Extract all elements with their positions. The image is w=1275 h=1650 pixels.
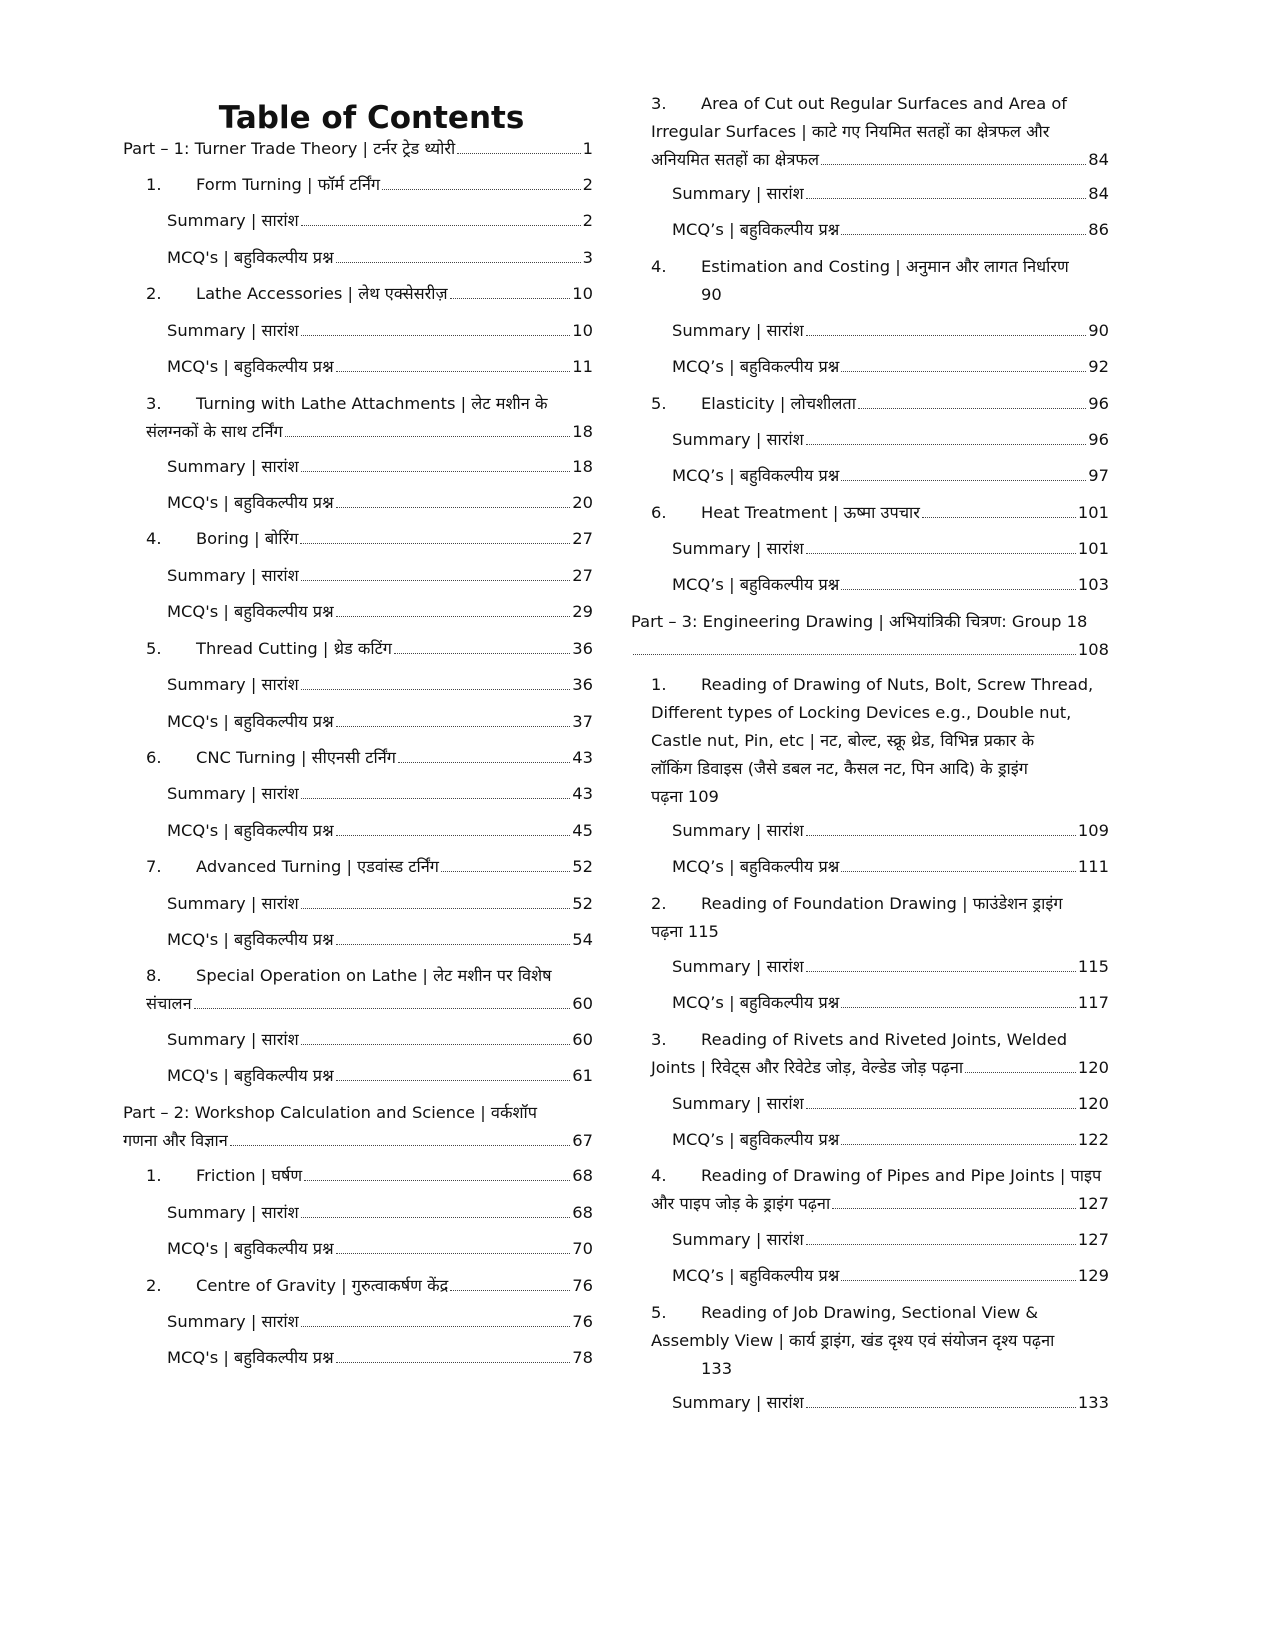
toc-summary[interactable]: Summary | सारांश 127 bbox=[672, 1230, 1109, 1249]
toc-part-2[interactable]: Part – 2: Workshop Calculation and Science | वर्कशॉप गणना और विज्ञान 67 bbox=[123, 1103, 593, 1150]
toc-summary[interactable]: Summary | सारांश 120 bbox=[672, 1094, 1109, 1113]
toc-summary[interactable]: Summary | सारांश 2 bbox=[167, 211, 593, 230]
toc-mcq[interactable]: MCQ’s | बहुविकल्पीय प्रश्न 92 bbox=[672, 357, 1109, 376]
toc-summary[interactable]: Summary | सारांश 43 bbox=[167, 784, 593, 803]
toc-chapter[interactable]: 3. Reading of Rivets and Riveted Joints, Welded Joints | रिवेट्स और रिवेटेड जोड़, वेल्डेड जोड़ पढ़ना 120 bbox=[651, 1030, 1109, 1077]
toc-chapter[interactable]: 5. Reading of Job Drawing, Sectional View & Assembly View | कार्य ड्राइंग, खंड दृश्य एवं संयोजन दृश्य पढ़ना 133 bbox=[651, 1303, 1055, 1378]
toc-summary[interactable]: Summary | सारांश 115 bbox=[672, 957, 1109, 976]
toc-chapter[interactable]: 2. Lathe Accessories | लेथ एक्सेसरीज़ 10 bbox=[146, 284, 593, 303]
toc-mcq[interactable]: MCQ’s | बहुविकल्पीय प्रश्न 129 bbox=[672, 1266, 1109, 1285]
toc-chapter[interactable]: 2. Reading of Foundation Drawing | फाउंडेशन ड्राइंग पढ़ना 115 bbox=[651, 894, 1063, 941]
toc-chapter[interactable]: 4. Boring | बोरिंग 27 bbox=[146, 529, 593, 548]
toc-chapter[interactable]: 5. Thread Cutting | थ्रेड कटिंग 36 bbox=[146, 639, 593, 658]
toc-summary[interactable]: Summary | सारांश 76 bbox=[167, 1312, 593, 1331]
toc-mcq[interactable]: MCQ's | बहुविकल्पीय प्रश्न 11 bbox=[167, 357, 593, 376]
toc-summary[interactable]: Summary | सारांश 68 bbox=[167, 1203, 593, 1222]
toc-summary[interactable]: Summary | सारांश 101 bbox=[672, 539, 1109, 558]
toc-summary[interactable]: Summary | सारांश 27 bbox=[167, 566, 593, 585]
toc-part-3[interactable]: Part – 3: Engineering Drawing | अभियांत्रिकी चित्रण: Group 18 108 bbox=[631, 612, 1109, 659]
toc-mcq[interactable]: MCQ's | बहुविकल्पीय प्रश्न 29 bbox=[167, 602, 593, 621]
toc-chapter[interactable]: 1. Friction | घर्षण 68 bbox=[146, 1166, 593, 1185]
toc-chapter[interactable]: 4. Estimation and Costing | अनुमान और लागत निर्धारण 90 bbox=[651, 257, 1069, 304]
toc-mcq[interactable]: MCQ's | बहुविकल्पीय प्रश्न 70 bbox=[167, 1239, 593, 1258]
toc-chapter[interactable]: 1. Reading of Drawing of Nuts, Bolt, Screw Thread, Different types of Locking Devices e.g., Double nut, Castle nut, Pin, etc | नट, बोल्ट, स्क्रू थ्रेड, विभिन्न प्रकार के लॉकिंग डिवाइस (जैसे डबल नट, कैसल नट, पिन आदि) के ड्राइंग पढ़ना 109 bbox=[651, 675, 1094, 806]
toc-mcq[interactable]: MCQ’s | बहुविकल्पीय प्रश्न 97 bbox=[672, 466, 1109, 485]
toc-mcq[interactable]: MCQ's | बहुविकल्पीय प्रश्न 78 bbox=[167, 1348, 593, 1367]
toc-mcq[interactable]: MCQ's | बहुविकल्पीय प्रश्न 20 bbox=[167, 493, 593, 512]
toc-chapter[interactable]: 6. CNC Turning | सीएनसी टर्निंग 43 bbox=[146, 748, 593, 767]
toc-summary[interactable]: Summary | सारांश 90 bbox=[672, 321, 1109, 340]
toc-mcq[interactable]: MCQ's | बहुविकल्पीय प्रश्न 3 bbox=[167, 248, 593, 267]
toc-summary[interactable]: Summary | सारांश 133 bbox=[672, 1393, 1109, 1412]
toc-summary[interactable]: Summary | सारांश 109 bbox=[672, 821, 1109, 840]
toc-chapter[interactable]: 7. Advanced Turning | एडवांस्ड टर्निंग 52 bbox=[146, 857, 593, 876]
toc-mcq[interactable]: MCQ's | बहुविकल्पीय प्रश्न 61 bbox=[167, 1066, 593, 1085]
toc-mcq[interactable]: MCQ's | बहुविकल्पीय प्रश्न 37 bbox=[167, 712, 593, 731]
toc-chapter[interactable]: 5. Elasticity | लोचशीलता 96 bbox=[651, 394, 1109, 413]
toc-summary[interactable]: Summary | सारांश 60 bbox=[167, 1030, 593, 1049]
toc-summary[interactable]: Summary | सारांश 84 bbox=[672, 184, 1109, 203]
toc-summary[interactable]: Summary | सारांश 18 bbox=[167, 457, 593, 476]
toc-mcq[interactable]: MCQ’s | बहुविकल्पीय प्रश्न 111 bbox=[672, 857, 1109, 876]
toc-summary[interactable]: Summary | सारांश 52 bbox=[167, 894, 593, 913]
toc-mcq[interactable]: MCQ’s | बहुविकल्पीय प्रश्न 117 bbox=[672, 993, 1109, 1012]
toc-summary[interactable]: Summary | सारांश 10 bbox=[167, 321, 593, 340]
toc-chapter[interactable]: 2. Centre of Gravity | गुरुत्वाकर्षण केंद्र 76 bbox=[146, 1276, 593, 1295]
toc-summary[interactable]: Summary | सारांश 96 bbox=[672, 430, 1109, 449]
toc-chapter[interactable]: 8. Special Operation on Lathe | लेट मशीन पर विशेष संचालन 60 bbox=[146, 966, 593, 1013]
toc-part-1[interactable]: Part – 1: Turner Trade Theory | टर्नर ट्रेड थ्योरी 1 bbox=[123, 139, 593, 158]
page-title: Table of Contents bbox=[218, 100, 525, 136]
toc-chapter[interactable]: 4. Reading of Drawing of Pipes and Pipe Joints | पाइप और पाइप जोड़ के ड्राइंग पढ़ना 127 bbox=[651, 1166, 1109, 1213]
toc-summary[interactable]: Summary | सारांश 36 bbox=[167, 675, 593, 694]
toc-mcq[interactable]: MCQ's | बहुविकल्पीय प्रश्न 54 bbox=[167, 930, 593, 949]
toc-chapter[interactable]: 1. Form Turning | फॉर्म टर्निंग 2 bbox=[146, 175, 593, 194]
toc-mcq[interactable]: MCQ’s | बहुविकल्पीय प्रश्न 122 bbox=[672, 1130, 1109, 1149]
toc-mcq[interactable]: MCQ’s | बहुविकल्पीय प्रश्न 86 bbox=[672, 220, 1109, 239]
toc-mcq[interactable]: MCQ’s | बहुविकल्पीय प्रश्न 103 bbox=[672, 575, 1109, 594]
toc-chapter[interactable]: 3. Turning with Lathe Attachments | लेट मशीन के संलग्नकों के साथ टर्निंग 18 bbox=[146, 394, 593, 441]
toc-mcq[interactable]: MCQ's | बहुविकल्पीय प्रश्न 45 bbox=[167, 821, 593, 840]
toc-chapter[interactable]: 3. Area of Cut out Regular Surfaces and Area of Irregular Surfaces | काटे गए नियमित सतहों का क्षेत्रफल और अनियमित सतहों का क्षेत्रफल 84 bbox=[651, 94, 1109, 169]
toc-chapter[interactable]: 6. Heat Treatment | ऊष्मा उपचार 101 bbox=[651, 503, 1109, 522]
